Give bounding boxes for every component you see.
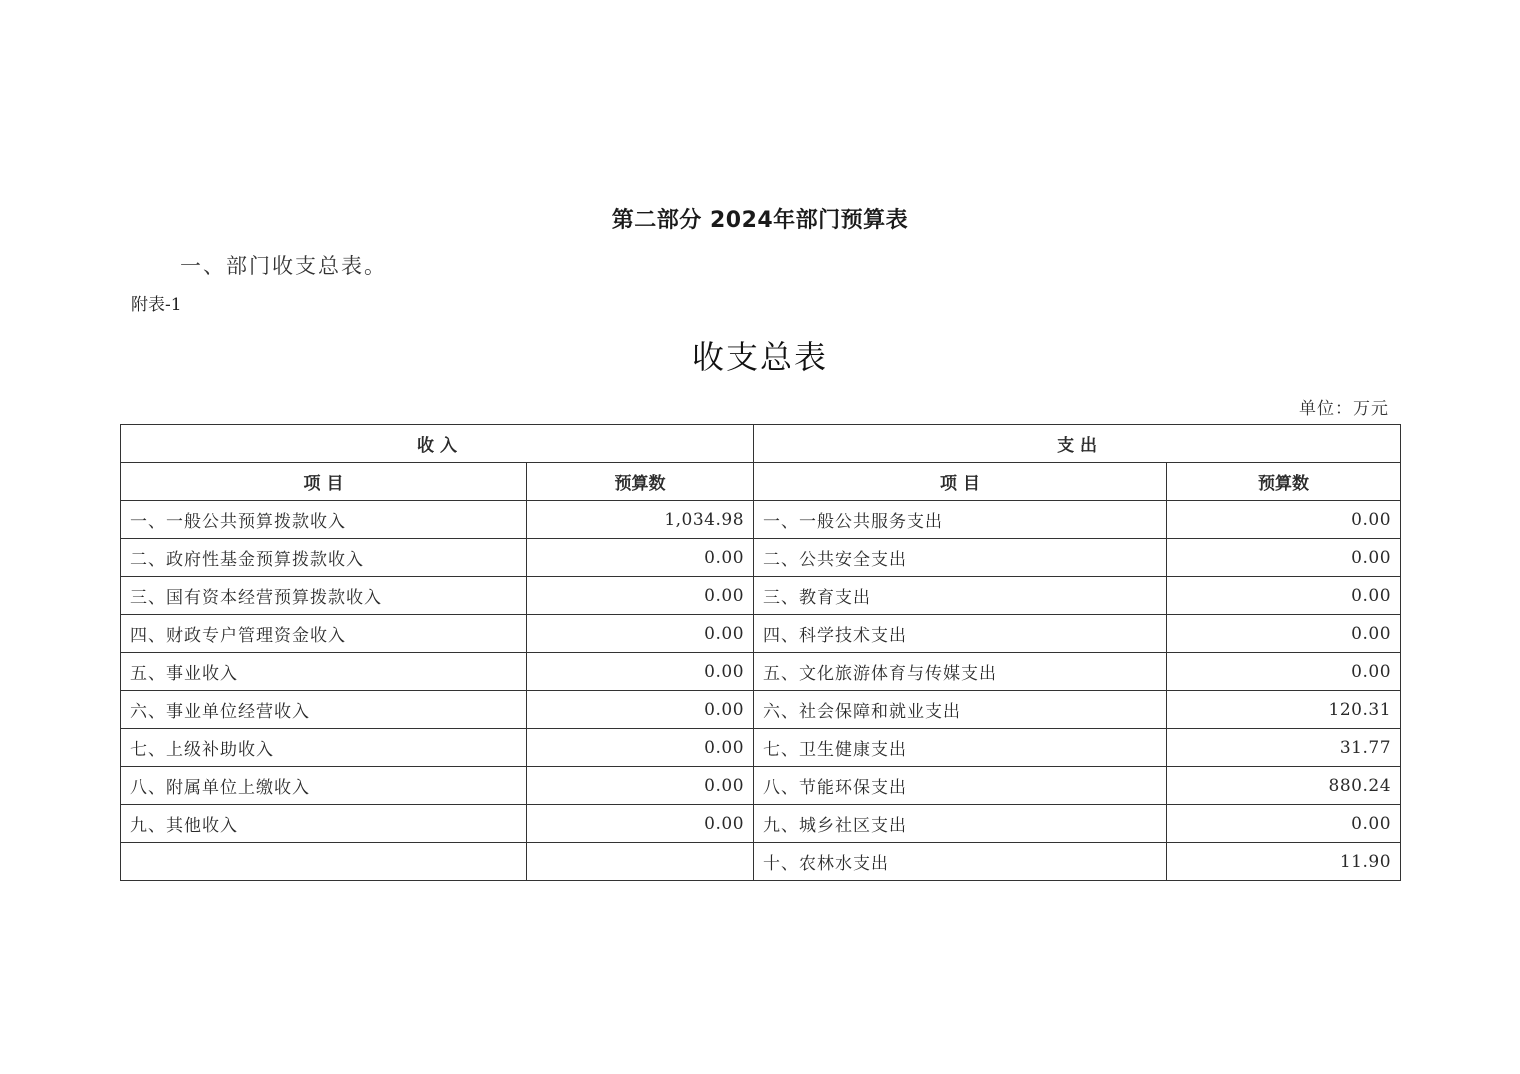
table-row: [121, 729, 1401, 767]
expense-amount-cell: 880.24: [1167, 767, 1401, 805]
income-item-cell: 八、附属单位上缴收入: [121, 767, 527, 805]
income-item-cell: 三、国有资本经营预算拨款收入: [121, 577, 527, 615]
income-amount-cell: 0.00: [527, 539, 754, 577]
expense-item-cell: 六、社会保障和就业支出: [754, 691, 1167, 729]
income-item-header: 项 目: [121, 463, 527, 501]
expense-group-header: 支 出: [754, 425, 1401, 463]
table-row: [121, 691, 1401, 729]
expense-item-cell: 八、节能环保支出: [754, 767, 1167, 805]
expense-amount-cell: 11.90: [1167, 843, 1401, 881]
expense-amount-cell: 120.31: [1167, 691, 1401, 729]
expense-item-cell: 二、公共安全支出: [754, 539, 1167, 577]
table-row: [121, 653, 1401, 691]
income-item-cell: 七、上级补助收入: [121, 729, 527, 767]
expense-amount-cell: 0.00: [1167, 539, 1401, 577]
income-item-cell: 四、财政专户管理资金收入: [121, 615, 527, 653]
income-amount-cell: 0.00: [527, 729, 754, 767]
table-row: [121, 615, 1401, 653]
column-header-row: [121, 463, 1401, 501]
expense-amount-cell: 0.00: [1167, 577, 1401, 615]
income-group-header: 收 入: [121, 425, 754, 463]
income-amount-cell: 0.00: [527, 805, 754, 843]
table-row: [121, 767, 1401, 805]
table-row: [121, 577, 1401, 615]
income-amount-cell: 0.00: [527, 767, 754, 805]
expense-item-cell: 九、城乡社区支出: [754, 805, 1167, 843]
unit-label: 单位：万元: [1299, 399, 1389, 419]
section-heading: 一、部门收支总表。: [180, 254, 387, 278]
income-amount-cell: 1,034.98: [527, 501, 754, 539]
attachment-label: 附表-1: [131, 295, 182, 315]
income-expense-summary-table: [120, 424, 1401, 881]
income-amount-header: 预算数: [527, 463, 754, 501]
expense-amount-cell: 0.00: [1167, 805, 1401, 843]
income-item-cell: [121, 843, 527, 881]
expense-amount-cell: 0.00: [1167, 653, 1401, 691]
income-amount-cell: 0.00: [527, 691, 754, 729]
part-title: 第二部分 2024年部门预算表: [611, 208, 909, 233]
table-row: [121, 539, 1401, 577]
income-amount-cell: 0.00: [527, 577, 754, 615]
expense-amount-cell: 31.77: [1167, 729, 1401, 767]
income-item-cell: 二、政府性基金预算拨款收入: [121, 539, 527, 577]
expense-item-cell: 一、一般公共服务支出: [754, 501, 1167, 539]
income-amount-cell: 0.00: [527, 615, 754, 653]
expense-item-cell: 七、卫生健康支出: [754, 729, 1167, 767]
table-row: [121, 501, 1401, 539]
table-row: [121, 805, 1401, 843]
expense-item-header: 项 目: [754, 463, 1167, 501]
expense-item-cell: 三、教育支出: [754, 577, 1167, 615]
income-item-cell: 五、事业收入: [121, 653, 527, 691]
expense-item-cell: 十、农林水支出: [754, 843, 1167, 881]
expense-amount-cell: 0.00: [1167, 615, 1401, 653]
group-header-row: [121, 425, 1401, 463]
expense-item-cell: 四、科学技术支出: [754, 615, 1167, 653]
income-amount-cell: [527, 843, 754, 881]
income-item-cell: 一、一般公共预算拨款收入: [121, 501, 527, 539]
income-item-cell: 九、其他收入: [121, 805, 527, 843]
table-title: 收支总表: [691, 338, 828, 376]
income-amount-cell: 0.00: [527, 653, 754, 691]
expense-amount-header: 预算数: [1167, 463, 1401, 501]
expense-amount-cell: 0.00: [1167, 501, 1401, 539]
income-item-cell: 六、事业单位经营收入: [121, 691, 527, 729]
table-row: [121, 843, 1401, 881]
expense-item-cell: 五、文化旅游体育与传媒支出: [754, 653, 1167, 691]
